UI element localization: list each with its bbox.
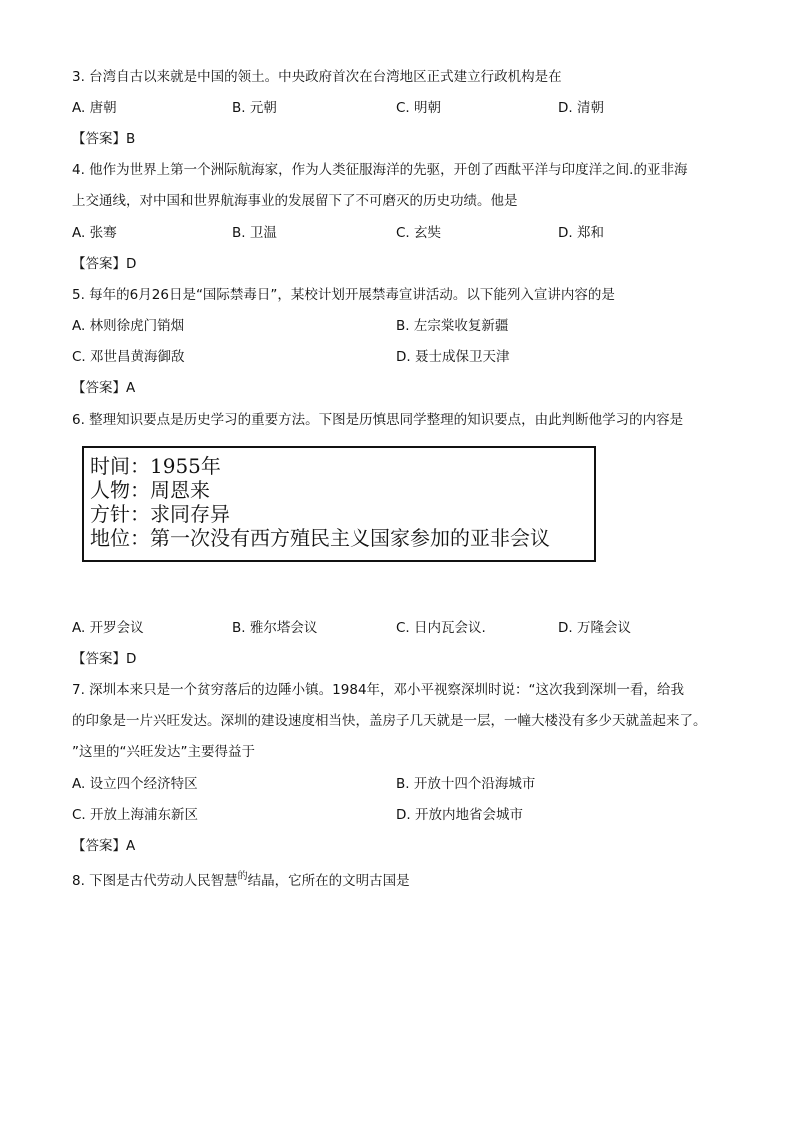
- option-b: B. 雅尔塔会议: [232, 620, 318, 636]
- stem-part: 结晶，它所在的文明古国是: [247, 873, 410, 889]
- option-c: C. 日内瓦会议.: [396, 620, 486, 636]
- option-d: D. 开放内地省会城市: [396, 807, 523, 823]
- option-a: A. 张骞: [72, 225, 117, 241]
- answer: 【答案】A: [72, 380, 136, 396]
- question-stem: 7. 深圳本来只是一个贫穷落后的边陲小镇。1984年，邓小平视察深圳时说：“这次我到深圳一看，给我: [72, 682, 685, 698]
- question-stem: 6. 整理知识要点是历史学习的重要方法。下图是历慎思同学整理的知识要点，由此判断他学习的内容是: [72, 412, 684, 428]
- question-stem-cont: 上交通线，对中国和世界航海事业的发展留下了不可磨灭的历史功绩。他是: [72, 193, 518, 209]
- option-b: B. 开放十四个沿海城市: [396, 776, 536, 792]
- stem-part: 8. 下图是古代劳动人民智慧: [72, 873, 238, 889]
- answer: 【答案】D: [72, 651, 137, 667]
- question-stem-cont: ”这里的“兴旺发达”主要得益于: [72, 744, 255, 760]
- stem-superscript: 的: [237, 871, 248, 882]
- answer: 【答案】B: [72, 131, 136, 147]
- option-b: B. 卫温: [232, 225, 277, 241]
- question-stem-cont: 的印象是一片兴旺发达。深圳的建设速度相当快，盖房子几天就是一层，一幢大楼没有多少天就盖起来了。: [72, 713, 707, 729]
- option-d: D. 清朝: [558, 100, 604, 116]
- option-c: C. 玄奘: [396, 225, 442, 241]
- answer: 【答案】D: [72, 256, 137, 272]
- knowledge-card: [82, 446, 596, 562]
- card-line-person: 人物：周恩来: [90, 478, 210, 502]
- question-stem: 5. 每年的6月26日是“国际禁毒日”，某校计划开展禁毒宣讲活动。以下能列入宣讲内容的是: [72, 287, 615, 303]
- option-c: C. 明朝: [396, 100, 442, 116]
- card-line-status: 地位：第一次没有西方殖民主义国家参加的亚非会议: [90, 526, 550, 550]
- card-line-time: 时间：1955年: [90, 454, 221, 478]
- card-line-policy: 方针：求同存异: [90, 502, 230, 526]
- option-c: C. 开放上海浦东新区: [72, 807, 199, 823]
- option-a: A. 唐朝: [72, 100, 117, 116]
- answer: 【答案】A: [72, 838, 136, 854]
- option-a: A. 设立四个经济特区: [72, 776, 198, 792]
- option-b: B. 左宗棠收复新疆: [396, 318, 509, 334]
- option-a: A. 林则徐虎门销烟: [72, 318, 185, 334]
- option-d: D. 郑和: [558, 225, 604, 241]
- question-stem: 3. 台湾自古以来就是中国的领土。中央政府首次在台湾地区正式建立行政机构是在: [72, 69, 562, 85]
- option-d: D. 聂士成保卫天津: [396, 349, 510, 365]
- option-c: C. 邓世昌黄海御敌: [72, 349, 185, 365]
- question-stem: 4. 他作为世界上第一个洲际航海家，作为人类征服海洋的先驱，开创了西酞平洋与印度洋之间.的亚非海: [72, 162, 688, 178]
- option-d: D. 万隆会议: [558, 620, 631, 636]
- option-b: B. 元朝: [232, 100, 277, 116]
- question-stem: [72, 868, 410, 890]
- option-a: A. 开罗会议: [72, 620, 144, 636]
